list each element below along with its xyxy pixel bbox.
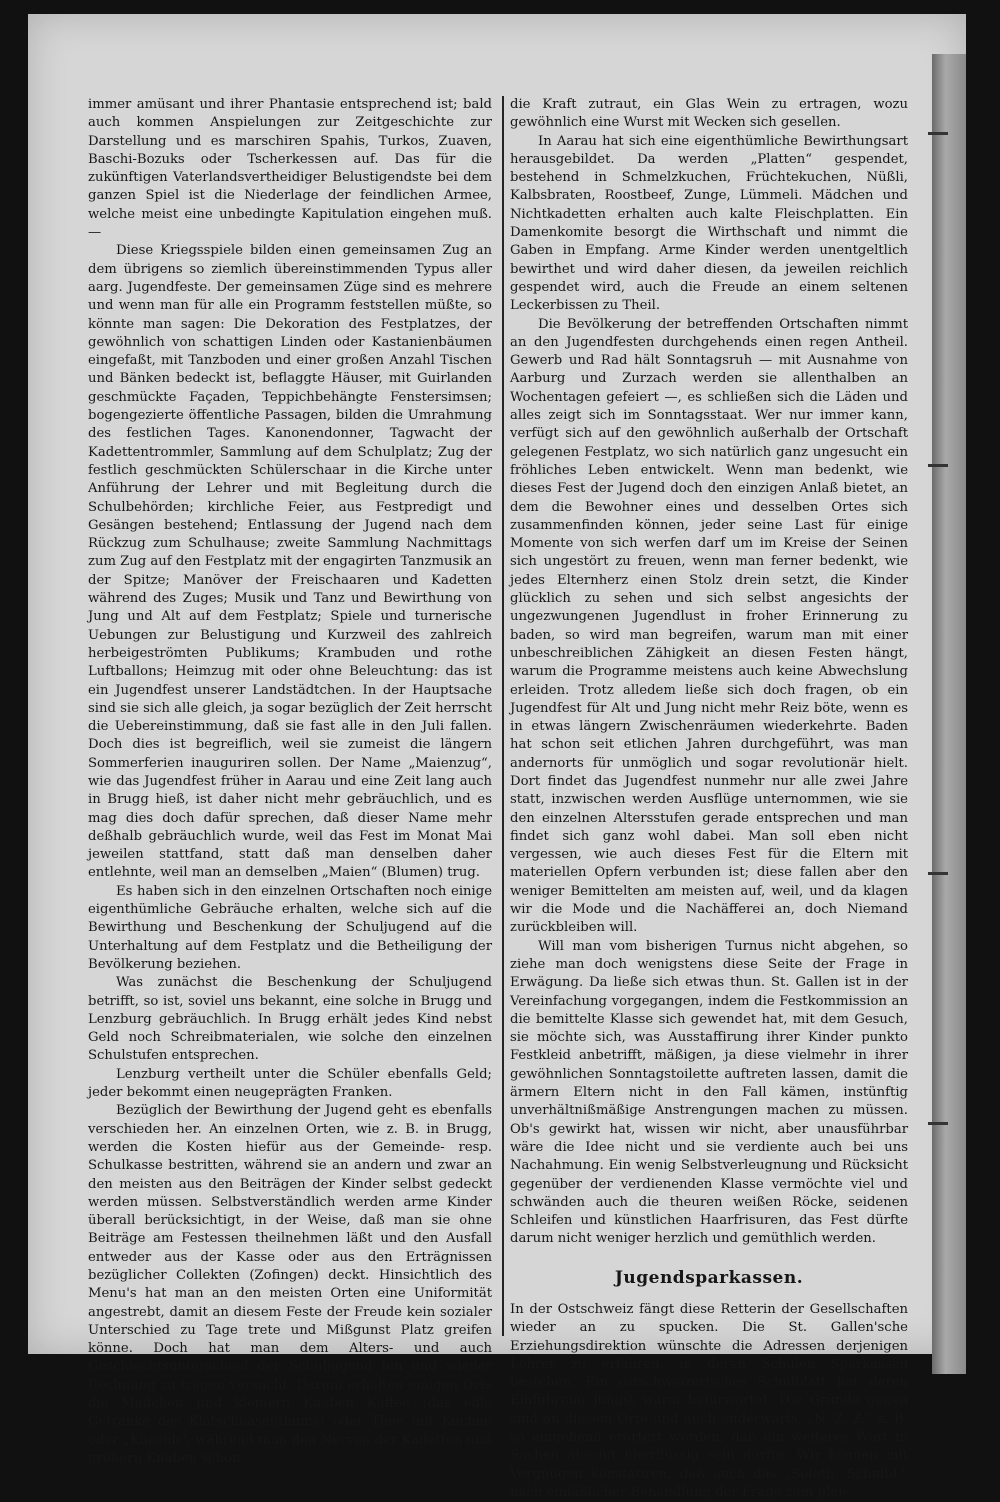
paragraph: Was zunächst die Beschenkung der Schuljugend betrifft, so ist, soviel uns bekannt, eine solche in Brugg und Lenzburg gebräuchlich. In Brugg erhält jedes Kind nebst Geld noch Schreibmaterialen, wie solche den einzelnen Schulstufen entsprechen.	[88, 975, 492, 1064]
paragraph: Bezüglich der Bewirthung der Jugend geht es ebenfalls verschieden her. An einzelnen Orten, wie z. B. in Brugg, werden die Kosten hiefür aus der Gemeinde- resp. Schulkasse bestritten, während sie an andern und zwar an den meisten aus den Beiträgen der Kinder selbst gedeckt werden müssen. Selbstverständlich werden arme Kinder überall berücksichtigt, in der Weise, daß man sie ohne Beiträge am Festessen theilnehmen läßt und den Ausfall entweder aus der Kasse oder aus den Erträgnissen bezüglicher Collekten (Zofingen) deckt. Hinsichtlich des Menu's hat man an den meisten Orten eine Uniformität angestrebt, damit an diesem Feste der Freude kein sozialer Unterschied zu Tage trete und Mißgunst Platz greifen könne. Doch hat man dem Alters- und auch Geschlechtsunterschied der Schuljugend hin und wieder Rechnung zu tragen versucht. Darum erhalten einigen Orts die Mädchen und kleinern Knaben Kaffee (das edle Getränke des Klatschbasenthums) oder Thee mit Kuchen oder „Küechli“, während man den Nerven der Kadetten und größern Knaben schon	[88, 1103, 492, 1466]
paragraph: Die Bevölkerung der betreffenden Ortschaften nimmt an den Jugendfesten durchgehends einen regen Antheil. Gewerb und Rad hält Sonntagsruh — mit Ausnahme von Aarburg und Zurzach werden sie allenthalben an Wochentagen gefeiert —, es schließen sich die Läden und alles zeigt sich im Sonntagsstaat. Wer nur immer kann, verfügt sich auf den gewöhnlich außerhalb der Ortschaft gelegenen Festplatz, wo sich natürlich ganz ungesucht ein fröhliches Leben entwickelt. Wenn man bedenkt, wie dieses Fest der Jugend doch den einzigen Anlaß bietet, an dem die Bewohner eines und desselben Ortes sich zusammenfinden können, jeder seine Last für einige Momente von sich werfen darf um im Kreise der Seinen sich ungestört zu freuen, wenn man ferner bedenkt, wie jedes Elternherz einen Stolz drein setzt, die Kinder glücklich zu sehen und sich selbst angesichts der ungezwungenen Jugendlust in froher Erinnerung zu baden, so wird man begreifen, warum man mit einer unbeschreiblichen Zähigkeit an diesen Festen hängt, warum die Programme meistens auch keine Abwechslung erleiden. Trotz alledem ließe sich doch fragen, ob ein Jugendfest für Alt und Jung nicht mehr Reiz böte, wenn es in etwas längern Zwischenräumen wiederkehrte. Baden hat schon seit etlichen Jahren durchgeführt, was man andernorts für unmöglich und sogar revolutionär hielt. Dort findet das Jugendfest nunmehr nur alle zwei Jahre statt, inzwischen werden Ausflüge unternommen, wie sie den einzelnen Altersstufen gerade entsprechen und man findet sich ganz wohl dabei. Man soll eben nicht vergessen, wie auch dieses Fest für die Eltern mit materiellen Opfern verbunden ist; diese fallen aber den weniger Bemittelten am meisten auf, weil, und da klagen wir die Mode und die Nachäfferei an, doch Niemand zurückbleiben will.	[510, 316, 908, 936]
section-heading: Jugendsparkassen.	[614, 1267, 804, 1288]
paragraph: immer amüsant und ihrer Phantasie entsprechend ist; bald auch kommen Anspielungen zur Zeitgeschichte zur Darstellung und es marschiren Spahis, Turkos, Zuaven, Baschi-Bozuks oder Tscherkessen auf. Das für die zukünftigen Vaterlandsvertheidiger Belustigendste bei dem ganzen Spiel ist die Niederlage der feindlichen Armee, welche meist eine unbedingte Kapitulation eingehen muß. —	[88, 97, 492, 241]
left-column	[88, 96, 492, 1468]
margin-mark	[928, 872, 948, 875]
paragraph: die Kraft zutraut, ein Glas Wein zu ertragen, wozu gewöhnlich eine Wurst mit Wecken sich gesellen.	[510, 97, 908, 131]
paragraph: In der Ostschweiz fängt diese Retterin der Gesellschaften wieder an zu spucken. Die St. Gallen'sche Erziehungsdirektion wünschte die Adressen derjenigen Lehrer zu erfahren, in deren Schulen Sparkassen bestehen. Ein ostschweizerisches Schulblatt hat deren Einführung jüngst warm befürwortet. Die Gründe gegen sind an diesem Orte und auch anderwärts, „N. Z. Z.“ z. B. so eingehend erörtert worden, daß ein weiteres Wort in Sachen absolut überflüssig sein dürfte. Wir können mit Vergnügen konstatiren, daß auch das „Soloth. Schulbl.“ nach einläßlicher Behandlung der Frage zum glei-	[510, 1302, 908, 1500]
margin-mark	[928, 1122, 948, 1125]
page-edge	[932, 54, 966, 1374]
paragraph: Will man vom bisherigen Turnus nicht abgehen, so ziehe man doch wenigstens diese Seite der Frage in Erwägung. Da ließe sich etwas thun. St. Gallen ist in der Vereinfachung vorgegangen, indem die Festkommission an die bemittelte Klasse sich gewendet hat, mit dem Gesuch, sie möchte sich, was Ausstaffirung ihrer Kinder punkto Festkleid anbetrifft, mäßigen, ja diese vielmehr in ihrer gewöhnlichen Sonntagstoilette auftreten lassen, damit die ärmern Eltern nicht in den Fall kämen, instünftig unverhältnißmäßige Anstrengungen machen zu müssen. Ob's gewirkt hat, wissen wir nicht, aber unausführbar wäre die Idee nicht und sie verdiente auch bei uns Nachahmung. Ein wenig Selbstverleugnung und Rücksicht gegenüber der verdienenden Klasse vermöchte viel und schwänden auch die theuren weißen Röcke, seidenen Schleifen und künstlichen Haarfrisuren, das Fest dürfte darum nicht weniger herzlich und gemüthlich werden.	[510, 938, 908, 1247]
margin-mark	[928, 464, 948, 467]
right-column	[510, 96, 908, 1502]
paragraph: Es haben sich in den einzelnen Ortschaften noch einige eigenthümliche Gebräuche erhalten, welche sich auf die Bewirthung und Beschenkung der Schuljugend auf die Unterhaltung auf dem Festplatz und die Betheiligung der Bevölkerung beziehen.	[88, 883, 492, 972]
paragraph: Diese Kriegsspiele bilden einen gemeinsamen Zug an dem übrigens so ziemlich übereinstimmenden Typus aller aarg. Jugendfeste. Der gemeinsamen Züge sind es mehrere und wenn man für alle ein Programm feststellen müßte, so könnte man sagen: Die Dekoration des Festplatzes, der gewöhnlich von schattigen Linden oder Kastanienbäumen eingefaßt, mit Tanzboden und einer großen Anzahl Tischen und Bänken bedeckt ist, beflaggte Häuser, mit Guirlanden geschmückte Façaden, Teppichbehängte Fenstersimsen; bogengezierte öffentliche Passagen, bilden die Umrahmung des festlichen Tages. Kanonendonner, Tagwacht der Kadettentrommler, Sammlung auf dem Schulplatz; Zug der festlich geschmückten Schülerschaar in die Kirche unter Anführung der Lehrer und mit Begleitung durch die Schulbehörden; kirchliche Feier, aus Festpredigt und Gesängen bestehend; Entlassung der Jugend nach dem Rückzug zum Schulhause; zweite Sammlung Nachmittags zum Zug auf den Festplatz mit der engagirten Tanzmusik an der Spitze; Manöver der Freischaaren und Kadetten während des Zuges; Musik und Tanz und Bewirthung von Jung und Alt auf dem Festplatz; Spiele und turnerische Uebungen zur Belustigung und Kurzweil des zahlreich herbeigeströmten Publikums; Krambuden und rothe Luftballons; Heimzug mit oder ohne Beleuchtung: das ist ein Jugendfest unserer Landstädtchen. In der Hauptsache sind sie sich alle gleich, ja sogar bezüglich der Zeit herrscht die Uebereinstimmung, daß sie fast alle in den Juli fallen. Doch dies ist begreiflich, weil sie zumeist die längern Sommerferien inauguriren sollen. Der Name „Maienzug“, wie das Jugendfest früher in Aarau und eine Zeit lang auch in Brugg hieß, ist daher nicht mehr gebräuchlich, und es mag dies doch dafür sprechen, daß dieser Name mehr deßhalb gebräuchlich wurde, weil das Fest im Monat Mai jeweilen stattfand, statt daß man denselben daher entlehnte, weil man an demselben „Maien“ (Blumen) trug.	[88, 243, 492, 881]
column-divider	[502, 96, 504, 1336]
margin-mark	[928, 132, 948, 135]
paragraph: In Aarau hat sich eine eigenthümliche Bewirthungsart herausgebildet. Da werden „Platten“ gespendet, bestehend in Schmelzkuchen, Früchtekuchen, Nüßli, Kalbsbraten, Roostbeef, Zunge, Lümmeli. Mädchen und Nichtkadetten erhalten auch kalte Fleischplatten. Ein Damenkomite besorgt die Wirthschaft und nimmt die Gaben in Empfang. Arme Kinder werden unentgeltlich bewirthet und wird daher diesen, da jeweilen reichlich gespendet wird, auch die Freude an einem seltenen Leckerbissen zu Theil.	[510, 133, 908, 314]
paragraph: Lenzburg vertheilt unter die Schüler ebenfalls Geld; jeder bekommt einen neugeprägten Franken.	[88, 1066, 492, 1101]
